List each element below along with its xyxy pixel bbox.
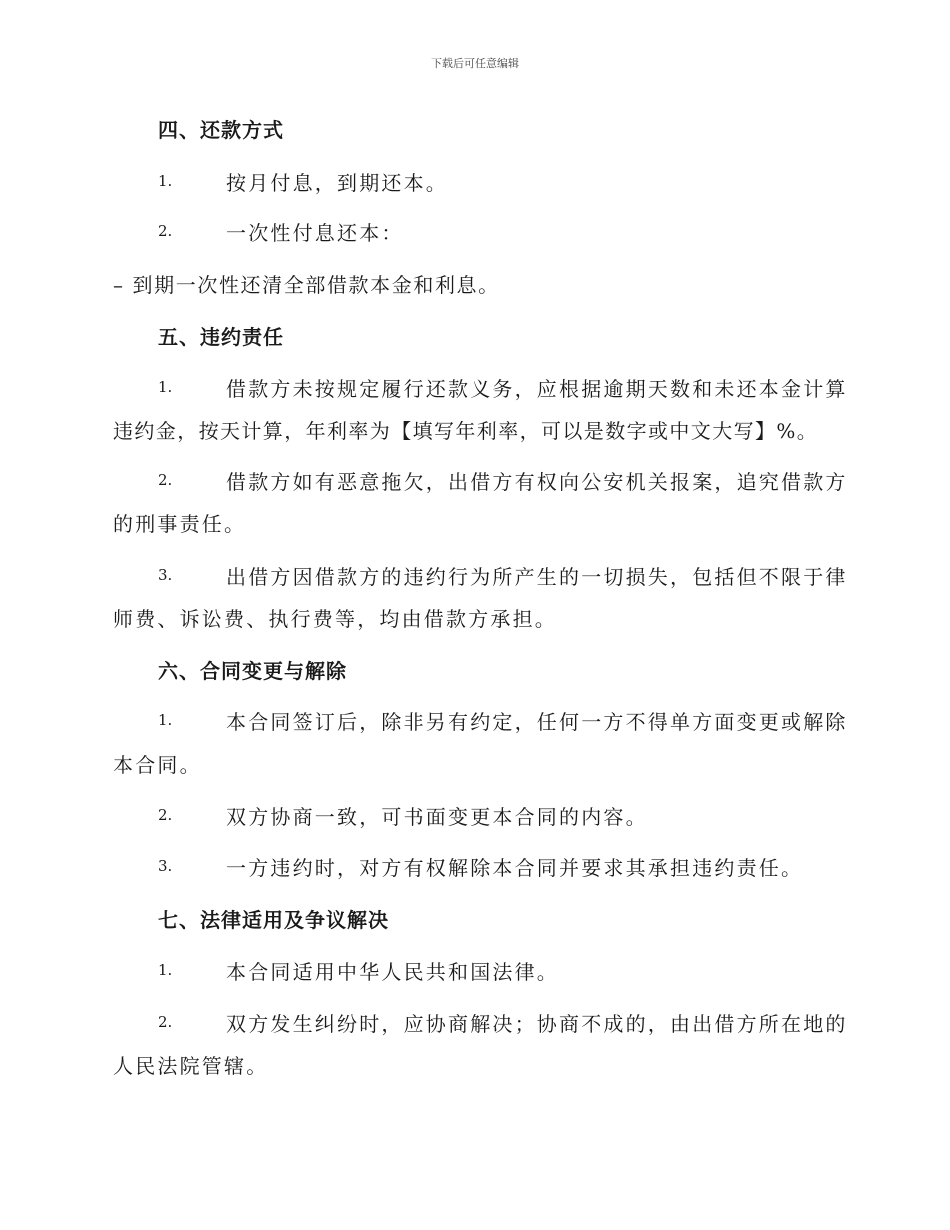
item-text-continued: 人民法院管辖。 (113, 1054, 269, 1078)
section-title-repayment: 四、还款方式 (158, 118, 284, 142)
item-number: 2. (158, 806, 173, 824)
section-title-liability: 五、违约责任 (158, 325, 284, 349)
item-number: 2. (158, 1013, 173, 1031)
item-text: 双方发生纠纷时，应协商解决；协商不成的，由出借方所在地的 (226, 1012, 848, 1036)
item-text: 双方协商一致，可书面变更本合同的内容。 (226, 805, 648, 829)
section-title-amendment: 六、合同变更与解除 (158, 659, 347, 683)
item-text: 按月付息，到期还本。 (226, 171, 448, 195)
item-text: 一次性付息还本： (226, 221, 404, 245)
section-title-law-disputes: 七、法律适用及争议解决 (158, 908, 389, 932)
page-header: 下载后可任意编辑 (431, 57, 519, 70)
item-number: 1. (158, 378, 173, 396)
item-text-continued: 本合同。 (113, 753, 202, 777)
item-text: 一方违约时，对方有权解除本合同并要求其承担违约责任。 (226, 856, 804, 880)
item-text-continued: 师费、诉讼费、执行费等，均由借款方承担。 (113, 607, 557, 631)
item-text-continued: 的刑事责任。 (113, 512, 247, 536)
item-number: 2. (158, 222, 173, 240)
item-text: 借款方未按规定履行还款义务，应根据逾期天数和未还本金计算 (226, 377, 848, 401)
item-text: 本合同签订后，除非另有约定，任何一方不得单方面变更或解除 (226, 710, 848, 734)
item-text: 出借方因借款方的违约行为所产生的一切损失，包括但不限于律 (226, 565, 848, 589)
item-number: 3. (158, 857, 173, 875)
item-number: 1. (158, 961, 173, 979)
item-text: 借款方如有恶意拖欠，出借方有权向公安机关报案，追究借款方 (226, 470, 848, 494)
item-text-continued: 违约金，按天计算，年利率为【填写年利率，可以是数字或中文大写】%。 (113, 419, 819, 443)
sub-item-text: – 到期一次性还清全部借款本金和利息。 (113, 273, 500, 297)
item-number: 2. (158, 471, 173, 489)
item-number: 1. (158, 711, 173, 729)
item-number: 1. (158, 172, 173, 190)
item-number: 3. (158, 566, 173, 584)
item-text: 本合同适用中华人民共和国法律。 (226, 960, 559, 984)
